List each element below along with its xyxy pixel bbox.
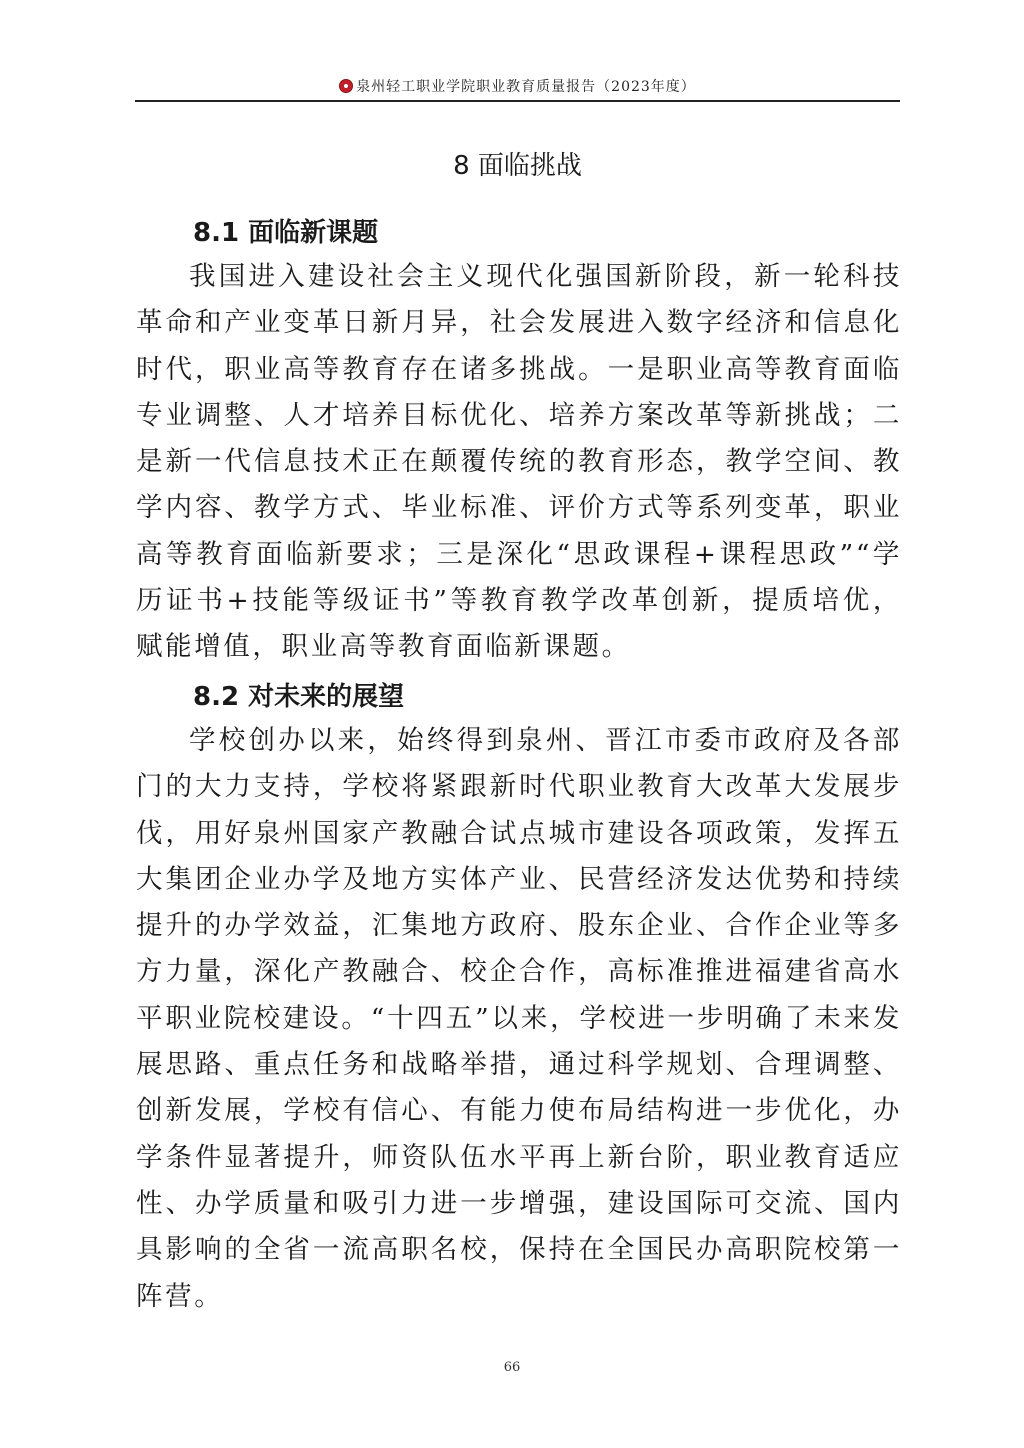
section-title-8-1: 8.1 面临新课题 <box>193 218 379 248</box>
section-8-2-paragraph: 学校创办以来，始终得到泉州、晋江市委市政府及各部门的大力支持，学校将紧跟新时代职业教育大改革大发展步伐，用好泉州国家产教融合试点城市建设各项政策，发挥五大集团企业办学及地方实体产业、民营经济发达优势和持续提升的办学效益，汇集地方政府、股东企业、合作企业等多方力量，深化产教融合、校企合作，高标准推进福建省高水平职业院校建设。“十四五”以来，学校进一步明确了未来发展思路、重点任务和战略举措，通过科学规划、合理调整、创新发展，学校有信心、有能力使布局结构进一步优化，办学条件显著提升，师资队伍水平再上新台阶，职业教育适应性、办学质量和吸引力进一步增强，建设国际可交流、国内具影响的全省一流高职名校，保持在全国民办高职院校第一阵营。 <box>136 725 902 1312</box>
section-8-1-paragraph: 我国进入建设社会主义现代化强国新阶段，新一轮科技革命和产业变革日新月异，社会发展进入数字经济和信息化时代，职业高等教育存在诸多挑战。一是职业高等教育面临专业调整、人才培养目标优化、培养方案改革等新挑战；二是新一代信息技术正在颠覆传统的教育形态，教学空间、教学内容、教学方式、毕业标准、评价方式等系列变革，职业高等教育面临新要求；三是深化“思政课程+课程思政”“学历证书+技能等级证书”等教育教学改革创新，提质培优，赋能增值，职业高等教育面临新课题。 <box>136 261 902 663</box>
page-header <box>135 74 900 100</box>
page-number: 66 <box>503 1360 521 1375</box>
chapter-title: 8 面临挑战 <box>453 151 582 181</box>
header-title: 泉州轻工职业学院职业教育质量报告（2023年度） <box>356 79 696 95</box>
section-title-8-2: 8.2 对未来的展望 <box>193 682 405 712</box>
header-rule <box>135 100 900 102</box>
school-emblem-icon <box>339 79 353 93</box>
